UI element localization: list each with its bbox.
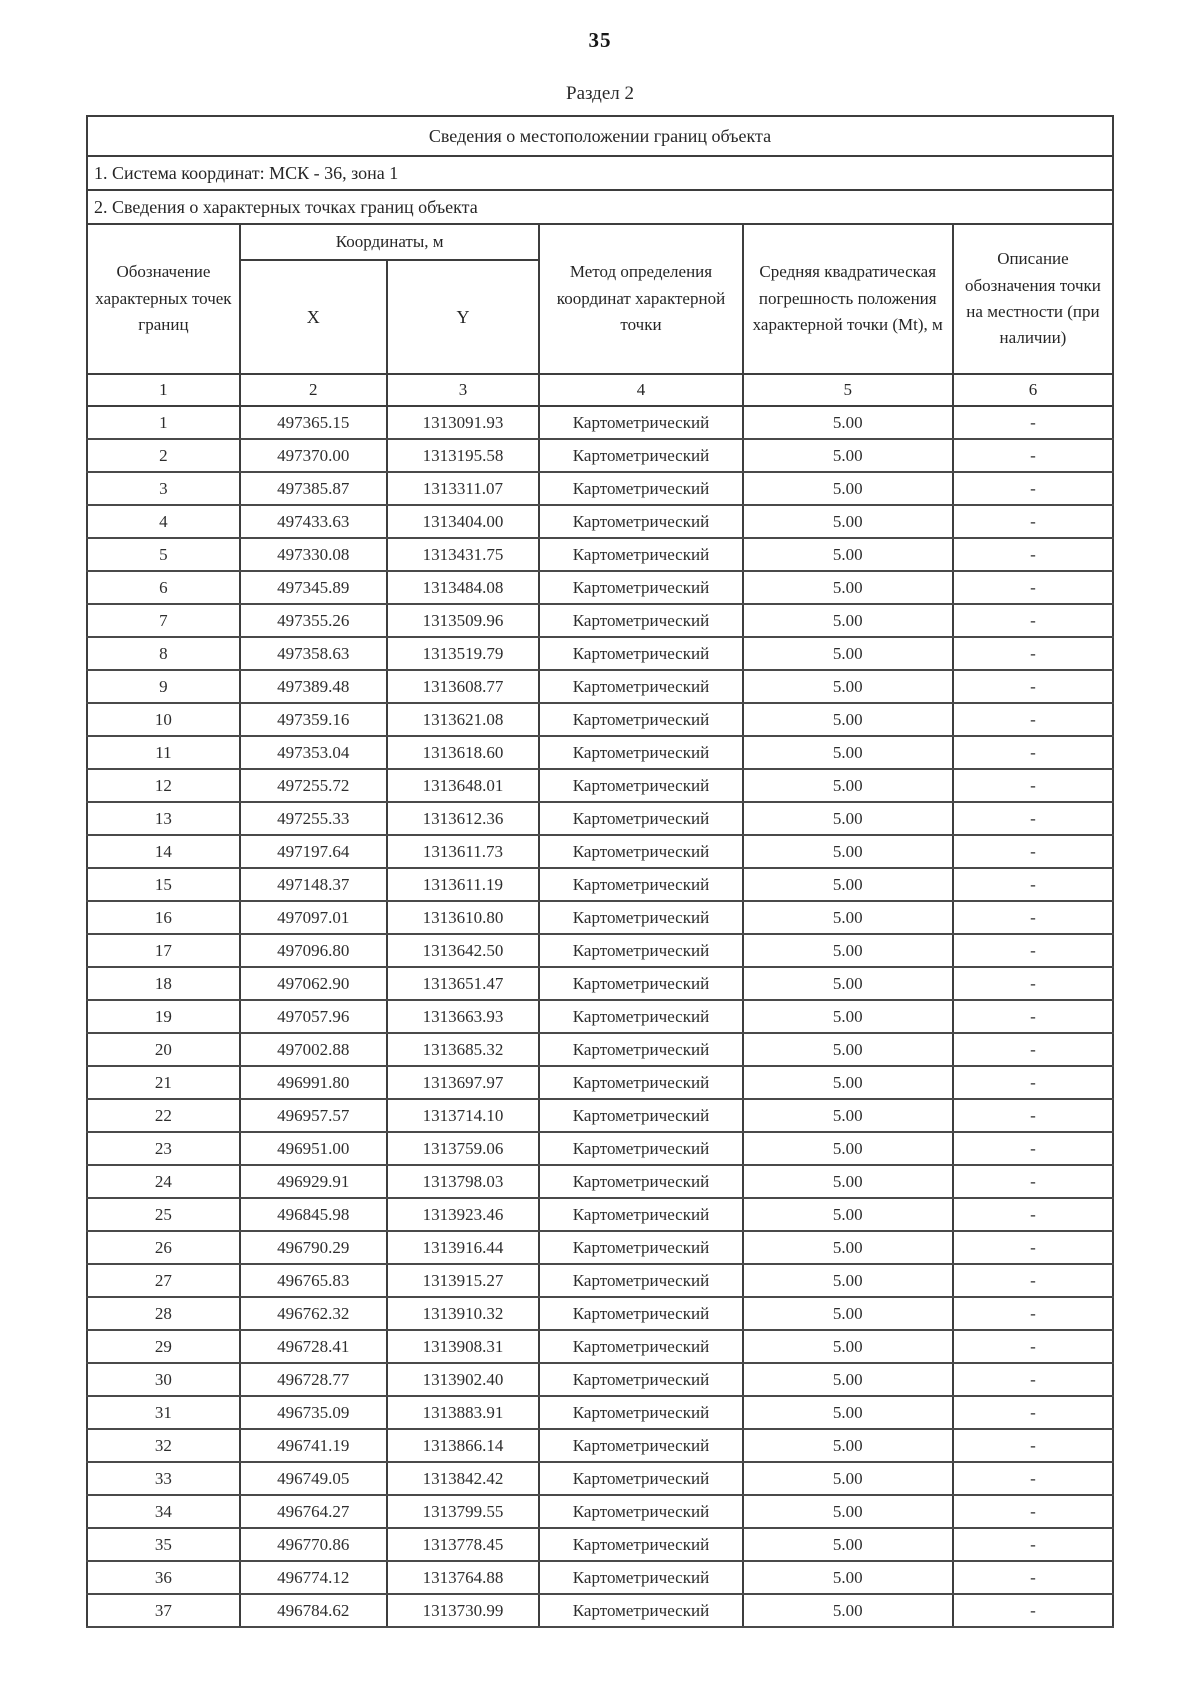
- method-cell: Картометрический: [539, 835, 742, 868]
- y-coordinate-cell: 1313883.91: [387, 1396, 540, 1429]
- mt-error-cell: 5.00: [743, 1066, 953, 1099]
- points-info-row: [87, 190, 1113, 224]
- y-coordinate-cell: 1313519.79: [387, 637, 540, 670]
- table-row: [87, 1099, 1113, 1132]
- point-number-cell: 37: [87, 1594, 240, 1627]
- point-number-cell: 27: [87, 1264, 240, 1297]
- description-cell: -: [953, 1297, 1113, 1330]
- column-number: 4: [539, 374, 742, 406]
- method-cell: Картометрический: [539, 1231, 742, 1264]
- x-coordinate-cell: 496790.29: [240, 1231, 387, 1264]
- y-coordinate-cell: 1313764.88: [387, 1561, 540, 1594]
- mt-error-cell: 5.00: [743, 934, 953, 967]
- x-coordinate-cell: 497345.89: [240, 571, 387, 604]
- header-method: Метод определения координат характерной точки: [539, 224, 742, 374]
- point-number-cell: 24: [87, 1165, 240, 1198]
- description-cell: -: [953, 604, 1113, 637]
- method-cell: Картометрический: [539, 1033, 742, 1066]
- description-cell: -: [953, 670, 1113, 703]
- description-cell: -: [953, 901, 1113, 934]
- y-coordinate-cell: 1313484.08: [387, 571, 540, 604]
- description-cell: -: [953, 934, 1113, 967]
- point-number-cell: 35: [87, 1528, 240, 1561]
- description-cell: -: [953, 1330, 1113, 1363]
- column-number: 3: [387, 374, 540, 406]
- mt-error-cell: 5.00: [743, 1561, 953, 1594]
- y-coordinate-cell: 1313621.08: [387, 703, 540, 736]
- method-cell: Картометрический: [539, 1561, 742, 1594]
- point-number-cell: 20: [87, 1033, 240, 1066]
- table-row: [87, 1264, 1113, 1297]
- table-row: [87, 967, 1113, 1000]
- table-row: [87, 1066, 1113, 1099]
- point-number-cell: 9: [87, 670, 240, 703]
- y-coordinate-cell: 1313509.96: [387, 604, 540, 637]
- column-number: 1: [87, 374, 240, 406]
- table-row: [87, 1528, 1113, 1561]
- point-number-cell: 28: [87, 1297, 240, 1330]
- x-coordinate-cell: 496762.32: [240, 1297, 387, 1330]
- mt-error-cell: 5.00: [743, 472, 953, 505]
- point-number-cell: 12: [87, 769, 240, 802]
- method-cell: Картометрический: [539, 1099, 742, 1132]
- method-cell: Картометрический: [539, 670, 742, 703]
- point-number-cell: 4: [87, 505, 240, 538]
- method-cell: Картометрический: [539, 604, 742, 637]
- section-title: Раздел 2: [566, 83, 634, 104]
- point-number-cell: 29: [87, 1330, 240, 1363]
- y-coordinate-cell: 1313311.07: [387, 472, 540, 505]
- y-coordinate-cell: 1313648.01: [387, 769, 540, 802]
- method-cell: Картометрический: [539, 802, 742, 835]
- description-cell: -: [953, 538, 1113, 571]
- mt-error-cell: 5.00: [743, 538, 953, 571]
- description-cell: -: [953, 1198, 1113, 1231]
- description-cell: -: [953, 1033, 1113, 1066]
- y-coordinate-cell: 1313697.97: [387, 1066, 540, 1099]
- point-number-cell: 2: [87, 439, 240, 472]
- table-row: [87, 1231, 1113, 1264]
- table-row: [87, 1297, 1113, 1330]
- x-coordinate-cell: 496741.19: [240, 1429, 387, 1462]
- table-row: [87, 1198, 1113, 1231]
- table-row: [87, 604, 1113, 637]
- description-cell: -: [953, 1429, 1113, 1462]
- point-number-cell: 19: [87, 1000, 240, 1033]
- x-coordinate-cell: 497358.63: [240, 637, 387, 670]
- x-coordinate-cell: 497148.37: [240, 868, 387, 901]
- table-body: [87, 406, 1113, 1627]
- mt-error-cell: 5.00: [743, 1330, 953, 1363]
- table-row: [87, 1000, 1113, 1033]
- description-cell: -: [953, 1099, 1113, 1132]
- method-cell: Картометрический: [539, 571, 742, 604]
- point-number-cell: 34: [87, 1495, 240, 1528]
- table-row: [87, 1033, 1113, 1066]
- x-coordinate-cell: 497002.88: [240, 1033, 387, 1066]
- description-cell: -: [953, 967, 1113, 1000]
- method-cell: Картометрический: [539, 736, 742, 769]
- table-row: [87, 1330, 1113, 1363]
- mt-error-cell: 5.00: [743, 1033, 953, 1066]
- method-cell: Картометрический: [539, 406, 742, 439]
- method-cell: Картометрический: [539, 934, 742, 967]
- mt-error-cell: 5.00: [743, 1198, 953, 1231]
- description-cell: -: [953, 1066, 1113, 1099]
- x-coordinate-cell: 497433.63: [240, 505, 387, 538]
- point-number-cell: 5: [87, 538, 240, 571]
- x-coordinate-cell: 496774.12: [240, 1561, 387, 1594]
- x-coordinate-cell: 497385.87: [240, 472, 387, 505]
- y-coordinate-cell: 1313714.10: [387, 1099, 540, 1132]
- mt-error-cell: 5.00: [743, 1000, 953, 1033]
- method-cell: Картометрический: [539, 1297, 742, 1330]
- mt-error-cell: 5.00: [743, 901, 953, 934]
- table-row: [87, 736, 1113, 769]
- method-cell: Картометрический: [539, 1363, 742, 1396]
- point-number-cell: 22: [87, 1099, 240, 1132]
- method-cell: Картометрический: [539, 1132, 742, 1165]
- point-number-cell: 14: [87, 835, 240, 868]
- y-coordinate-cell: 1313866.14: [387, 1429, 540, 1462]
- x-coordinate-cell: 496845.98: [240, 1198, 387, 1231]
- description-cell: -: [953, 1396, 1113, 1429]
- x-coordinate-cell: 497365.15: [240, 406, 387, 439]
- mt-error-cell: 5.00: [743, 1528, 953, 1561]
- mt-error-cell: 5.00: [743, 1594, 953, 1627]
- y-coordinate-cell: 1313910.32: [387, 1297, 540, 1330]
- mt-error-cell: 5.00: [743, 1462, 953, 1495]
- method-cell: Картометрический: [539, 769, 742, 802]
- x-coordinate-cell: 497096.80: [240, 934, 387, 967]
- description-cell: -: [953, 868, 1113, 901]
- header-x: X: [240, 260, 387, 374]
- x-coordinate-cell: 497255.72: [240, 769, 387, 802]
- x-coordinate-cell: 497359.16: [240, 703, 387, 736]
- x-coordinate-cell: 496951.00: [240, 1132, 387, 1165]
- table-row: [87, 406, 1113, 439]
- y-coordinate-cell: 1313915.27: [387, 1264, 540, 1297]
- table-row: [87, 439, 1113, 472]
- y-coordinate-cell: 1313195.58: [387, 439, 540, 472]
- x-coordinate-cell: 497062.90: [240, 967, 387, 1000]
- page-number: 35: [588, 28, 612, 52]
- mt-error-cell: 5.00: [743, 1396, 953, 1429]
- description-cell: -: [953, 571, 1113, 604]
- table-row: [87, 1594, 1113, 1627]
- y-coordinate-cell: 1313663.93: [387, 1000, 540, 1033]
- table-row: [87, 670, 1113, 703]
- point-number-cell: 13: [87, 802, 240, 835]
- y-coordinate-cell: 1313651.47: [387, 967, 540, 1000]
- table-row: [87, 1396, 1113, 1429]
- y-coordinate-cell: 1313618.60: [387, 736, 540, 769]
- x-coordinate-cell: 496749.05: [240, 1462, 387, 1495]
- mt-error-cell: 5.00: [743, 703, 953, 736]
- description-cell: -: [953, 703, 1113, 736]
- description-cell: -: [953, 1231, 1113, 1264]
- y-coordinate-cell: 1313908.31: [387, 1330, 540, 1363]
- boundary-points-table: [86, 115, 1114, 1628]
- mt-error-cell: 5.00: [743, 868, 953, 901]
- column-number: 6: [953, 374, 1113, 406]
- description-cell: -: [953, 1264, 1113, 1297]
- x-coordinate-cell: 496770.86: [240, 1528, 387, 1561]
- mt-error-cell: 5.00: [743, 637, 953, 670]
- header-y: Y: [387, 260, 540, 374]
- method-cell: Картометрический: [539, 538, 742, 571]
- method-cell: Картометрический: [539, 868, 742, 901]
- point-number-cell: 25: [87, 1198, 240, 1231]
- table-row: [87, 1462, 1113, 1495]
- method-cell: Картометрический: [539, 1330, 742, 1363]
- table-row: [87, 802, 1113, 835]
- point-number-cell: 18: [87, 967, 240, 1000]
- y-coordinate-cell: 1313642.50: [387, 934, 540, 967]
- table-row: [87, 505, 1113, 538]
- description-cell: -: [953, 1495, 1113, 1528]
- x-coordinate-cell: 496929.91: [240, 1165, 387, 1198]
- description-cell: -: [953, 1363, 1113, 1396]
- y-coordinate-cell: 1313799.55: [387, 1495, 540, 1528]
- y-coordinate-cell: 1313431.75: [387, 538, 540, 571]
- table-row: [87, 901, 1113, 934]
- column-numbers-row: [87, 374, 1113, 406]
- x-coordinate-cell: 496735.09: [240, 1396, 387, 1429]
- point-number-cell: 26: [87, 1231, 240, 1264]
- point-number-cell: 3: [87, 472, 240, 505]
- method-cell: Картометрический: [539, 1594, 742, 1627]
- x-coordinate-cell: 497389.48: [240, 670, 387, 703]
- y-coordinate-cell: 1313608.77: [387, 670, 540, 703]
- method-cell: Картометрический: [539, 1000, 742, 1033]
- mt-error-cell: 5.00: [743, 1264, 953, 1297]
- description-cell: -: [953, 472, 1113, 505]
- table-row: [87, 1165, 1113, 1198]
- mt-error-cell: 5.00: [743, 505, 953, 538]
- description-cell: -: [953, 1165, 1113, 1198]
- coordinate-system-note: 1. Система координат: МСК - 36, зона 1: [87, 156, 1113, 190]
- table-title: Сведения о местоположении границ объекта: [87, 116, 1113, 156]
- x-coordinate-cell: 496784.62: [240, 1594, 387, 1627]
- description-cell: -: [953, 1561, 1113, 1594]
- x-coordinate-cell: 496957.57: [240, 1099, 387, 1132]
- description-cell: -: [953, 1000, 1113, 1033]
- y-coordinate-cell: 1313611.19: [387, 868, 540, 901]
- mt-error-cell: 5.00: [743, 967, 953, 1000]
- point-number-cell: 30: [87, 1363, 240, 1396]
- table-row: [87, 1132, 1113, 1165]
- mt-error-cell: 5.00: [743, 1429, 953, 1462]
- table-row: [87, 868, 1113, 901]
- table-row: [87, 1495, 1113, 1528]
- description-cell: -: [953, 505, 1113, 538]
- method-cell: Картометрический: [539, 1429, 742, 1462]
- point-number-cell: 8: [87, 637, 240, 670]
- table-row: [87, 835, 1113, 868]
- points-info-note: 2. Сведения о характерных точках границ объекта: [87, 190, 1113, 224]
- point-number-cell: 32: [87, 1429, 240, 1462]
- table-row: [87, 934, 1113, 967]
- description-cell: -: [953, 835, 1113, 868]
- y-coordinate-cell: 1313610.80: [387, 901, 540, 934]
- description-cell: -: [953, 736, 1113, 769]
- x-coordinate-cell: 496764.27: [240, 1495, 387, 1528]
- method-cell: Картометрический: [539, 1066, 742, 1099]
- mt-error-cell: 5.00: [743, 736, 953, 769]
- x-coordinate-cell: 497255.33: [240, 802, 387, 835]
- mt-error-cell: 5.00: [743, 835, 953, 868]
- point-number-cell: 36: [87, 1561, 240, 1594]
- method-cell: Картометрический: [539, 703, 742, 736]
- y-coordinate-cell: 1313902.40: [387, 1363, 540, 1396]
- table-row: [87, 637, 1113, 670]
- method-cell: Картометрический: [539, 1264, 742, 1297]
- x-coordinate-cell: 497097.01: [240, 901, 387, 934]
- point-number-cell: 23: [87, 1132, 240, 1165]
- y-coordinate-cell: 1313611.73: [387, 835, 540, 868]
- x-coordinate-cell: 497197.64: [240, 835, 387, 868]
- description-cell: -: [953, 637, 1113, 670]
- table-title-row: [87, 116, 1113, 156]
- mt-error-cell: 5.00: [743, 1099, 953, 1132]
- description-cell: -: [953, 1462, 1113, 1495]
- x-coordinate-cell: 496991.80: [240, 1066, 387, 1099]
- y-coordinate-cell: 1313685.32: [387, 1033, 540, 1066]
- header-designation: Обозначение характерных точек границ: [87, 224, 240, 374]
- y-coordinate-cell: 1313842.42: [387, 1462, 540, 1495]
- method-cell: Картометрический: [539, 1165, 742, 1198]
- method-cell: Картометрический: [539, 1528, 742, 1561]
- mt-error-cell: 5.00: [743, 1165, 953, 1198]
- description-cell: -: [953, 802, 1113, 835]
- point-number-cell: 7: [87, 604, 240, 637]
- mt-error-cell: 5.00: [743, 571, 953, 604]
- y-coordinate-cell: 1313404.00: [387, 505, 540, 538]
- description-cell: -: [953, 769, 1113, 802]
- table-row: [87, 1561, 1113, 1594]
- y-coordinate-cell: 1313798.03: [387, 1165, 540, 1198]
- method-cell: Картометрический: [539, 505, 742, 538]
- point-number-cell: 11: [87, 736, 240, 769]
- y-coordinate-cell: 1313612.36: [387, 802, 540, 835]
- column-number: 5: [743, 374, 953, 406]
- description-cell: -: [953, 1132, 1113, 1165]
- mt-error-cell: 5.00: [743, 769, 953, 802]
- description-cell: -: [953, 439, 1113, 472]
- point-number-cell: 21: [87, 1066, 240, 1099]
- x-coordinate-cell: 497353.04: [240, 736, 387, 769]
- method-cell: Картометрический: [539, 439, 742, 472]
- method-cell: Картометрический: [539, 1462, 742, 1495]
- coordinate-system-row: [87, 156, 1113, 190]
- mt-error-cell: 5.00: [743, 1132, 953, 1165]
- mt-error-cell: 5.00: [743, 670, 953, 703]
- method-cell: Картометрический: [539, 637, 742, 670]
- table-row: [87, 538, 1113, 571]
- x-coordinate-cell: 497370.00: [240, 439, 387, 472]
- method-cell: Картометрический: [539, 1495, 742, 1528]
- mt-error-cell: 5.00: [743, 1363, 953, 1396]
- y-coordinate-cell: 1313916.44: [387, 1231, 540, 1264]
- x-coordinate-cell: 497057.96: [240, 1000, 387, 1033]
- mt-error-cell: 5.00: [743, 802, 953, 835]
- point-number-cell: 6: [87, 571, 240, 604]
- point-number-cell: 33: [87, 1462, 240, 1495]
- description-cell: -: [953, 1528, 1113, 1561]
- y-coordinate-cell: 1313091.93: [387, 406, 540, 439]
- x-coordinate-cell: 496765.83: [240, 1264, 387, 1297]
- mt-error-cell: 5.00: [743, 1231, 953, 1264]
- y-coordinate-cell: 1313778.45: [387, 1528, 540, 1561]
- point-number-cell: 10: [87, 703, 240, 736]
- mt-error-cell: 5.00: [743, 406, 953, 439]
- method-cell: Картометрический: [539, 967, 742, 1000]
- point-number-cell: 16: [87, 901, 240, 934]
- table-row: [87, 571, 1113, 604]
- description-cell: -: [953, 1594, 1113, 1627]
- x-coordinate-cell: 496728.41: [240, 1330, 387, 1363]
- mt-error-cell: 5.00: [743, 604, 953, 637]
- table-row: [87, 703, 1113, 736]
- y-coordinate-cell: 1313730.99: [387, 1594, 540, 1627]
- header-coordinates-group: Координаты, м: [240, 224, 540, 260]
- header-description: Описание обозначения точки на местности (при наличии): [953, 224, 1113, 374]
- table-row: [87, 769, 1113, 802]
- header-mt: Средняя квадратическая погрешность положения характерной точки (Mt), м: [743, 224, 953, 374]
- mt-error-cell: 5.00: [743, 439, 953, 472]
- x-coordinate-cell: 497355.26: [240, 604, 387, 637]
- point-number-cell: 1: [87, 406, 240, 439]
- y-coordinate-cell: 1313923.46: [387, 1198, 540, 1231]
- table-row: [87, 472, 1113, 505]
- header-row-1: [87, 224, 1113, 260]
- mt-error-cell: 5.00: [743, 1495, 953, 1528]
- mt-error-cell: 5.00: [743, 1297, 953, 1330]
- method-cell: Картометрический: [539, 1198, 742, 1231]
- table-row: [87, 1429, 1113, 1462]
- point-number-cell: 31: [87, 1396, 240, 1429]
- description-cell: -: [953, 406, 1113, 439]
- column-number: 2: [240, 374, 387, 406]
- table-row: [87, 1363, 1113, 1396]
- method-cell: Картометрический: [539, 472, 742, 505]
- y-coordinate-cell: 1313759.06: [387, 1132, 540, 1165]
- x-coordinate-cell: 497330.08: [240, 538, 387, 571]
- point-number-cell: 15: [87, 868, 240, 901]
- method-cell: Картометрический: [539, 1396, 742, 1429]
- point-number-cell: 17: [87, 934, 240, 967]
- method-cell: Картометрический: [539, 901, 742, 934]
- x-coordinate-cell: 496728.77: [240, 1363, 387, 1396]
